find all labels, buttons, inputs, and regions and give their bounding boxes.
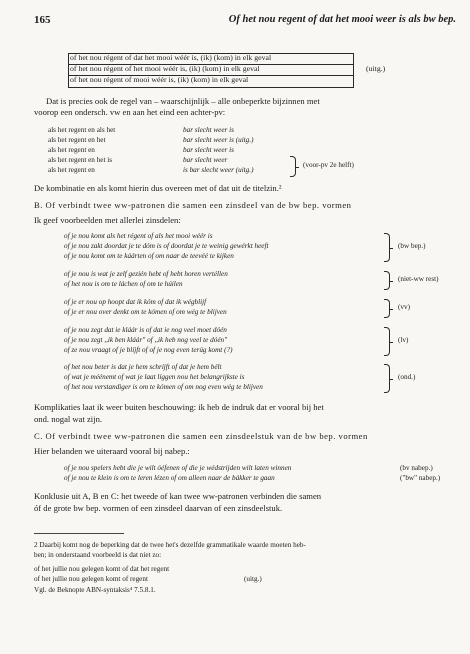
example-line: of het nou régent of het mooi wéér is, (ik) (kom) in elk geval: [70, 64, 260, 73]
brace: [384, 327, 390, 356]
footnote-line: 2 Daarbij komt nog de beperking dat de twee het's dezelfde grammatikale waarde moeten heb-: [34, 541, 306, 549]
example-line: of wat je méénemt of wat je laat líggen nou het belangrijkste is: [64, 373, 245, 381]
page-number: 165: [34, 14, 51, 26]
example-line: of je nou komt als het régent of als het mooi wéér is: [64, 232, 213, 240]
grid-left: als het regent en: [48, 166, 95, 174]
example-tag: (bv nabep.): [400, 464, 433, 472]
paragraph-line: Dat is precies ook de regel van – waarschijnlijk – alle onbeperkte bijzinnen met: [46, 96, 320, 106]
example-tag: ("bw" nabep.): [400, 474, 441, 482]
brace: [384, 271, 390, 290]
grid-right: is bar slecht weer (uitg.): [183, 166, 254, 174]
brace: [384, 364, 390, 393]
section-heading-b: B. Of verbindt twee ww-patronen die samen een zinsdeel van de bw bep. vormen: [34, 200, 352, 210]
paragraph-line: De kombinatie en als komt hierin dus overeen met of dat uit de titelzin.²: [34, 183, 282, 193]
paragraph-line: ond. nogal wat zijn.: [34, 414, 103, 424]
example-line: of het nou beter is dat je hem schríjft of dat je hem bélt: [64, 363, 222, 371]
example-line: of je nou zegt ,,ik ben kláár" of ,,ik heb nog veel te dóén": [64, 336, 228, 344]
example-line: of je nou te klein is om te leren lézen of om alleen naar de bákker te gaan: [64, 474, 275, 482]
grid-right: bar slecht weer: [183, 156, 228, 164]
example-tag: (uitg.): [366, 64, 386, 73]
grid-right: bar slecht weer is: [183, 126, 234, 134]
footnote-rule: [34, 533, 124, 534]
paragraph-line: Konklusie uit A, B en C: het tweede of kan twee ww-patronen verbinden die samen: [34, 491, 322, 501]
example-line: of je er nou op hoopt dat ik kóm of dat ik wégblijf: [64, 298, 207, 306]
grid-right: bar slecht weer is (uitg.): [183, 136, 254, 144]
grid-left: als het regent en het: [48, 136, 106, 144]
paragraph-line: óf de grote bw bep. vormen of een zinsdeel daarvan of een zinsdeelstuk.: [34, 503, 283, 513]
example-line: of je nou zakt doordat je te dóm is of doordat je te weinig gewérkt heeft: [64, 242, 269, 250]
footnote-example: of het jullie nou gelegen komt of regent: [34, 575, 148, 583]
example-line: of het nou régent of mooi wéér is, (ik) (kom) in elk geval: [70, 75, 249, 84]
group-label: (vv): [398, 303, 410, 311]
grid-note: (voor-pv 2e helft): [303, 161, 354, 169]
group-label: (ond.): [398, 373, 416, 381]
example-line: of je nou zegt dat ie kláár is of dat ie nog veel moet dóén: [64, 326, 227, 334]
example-line: of je nou is wat je zelf gezién hebt of hebt horen vertéllen: [64, 270, 228, 278]
brace: [384, 233, 390, 262]
example-line: of het nou verstandiger is om te kómen of om nog even wég te blijven: [64, 383, 263, 391]
section-heading-c: C. Of verbindt twee ww-patronen die samen een zinsdeelstuk van de bw bep. vormen: [34, 431, 368, 441]
running-title: Of het nou regent of dat het mooi weer is als bw bep.: [228, 14, 456, 25]
example-line: of je nou spelers hebt die je wilt óéfenen of die je wédstrijden wilt laten winnen: [64, 464, 292, 472]
footnote-line: ben; in onderstaand voorbeeld is dat niet zo:: [34, 551, 162, 559]
example-line: of je nou komt om te káárten of om naar de teevéé te kijken: [64, 252, 234, 260]
footnote-reference: Vgl. de Beknopte ABN-syntaksis⁴ 7.5.8.1.: [34, 586, 156, 594]
paragraph-line: voorop een ondersch. vw en aan het eind een achter-pv:: [34, 107, 226, 117]
grid-right: bar slecht weer is: [183, 146, 234, 154]
brace: [290, 156, 296, 177]
grid-left: als het regent en het is: [48, 156, 113, 164]
example-line: of je er nou over denkt om te kómen of om wég te blijven: [64, 308, 227, 316]
footnote-tag: (uitg.): [244, 575, 262, 583]
paragraph-line: Komplikaties laat ik weer buiten beschouwing: ik heb de indruk dat er vooral bij het: [34, 402, 324, 412]
group-label: (niet-ww rest): [398, 275, 439, 283]
group-label: (lv): [398, 336, 409, 344]
example-line: of het nou régent of dat het mooi wéér is, (ik) (kom) in elk geval: [70, 53, 272, 62]
paragraph-line: Ik geef voorbeelden met allerlei zinsdelen:: [34, 215, 181, 225]
grid-left: als het regent en: [48, 146, 95, 154]
example-line: of ze nou vraagt of je blíjft of of je nog even terúg komt (?): [64, 346, 233, 354]
group-label: (bw bep.): [398, 242, 426, 250]
footnote-example: of het jullie nou gelegen komt of dat het regent: [34, 565, 170, 573]
brace: [384, 299, 390, 318]
paragraph-line: Hier belanden we uiteraard vooral bij nabep.:: [34, 446, 190, 456]
example-line: of het nou is om te láchen of om te húilen: [64, 280, 183, 288]
grid-left: als het regent en als het: [48, 126, 116, 134]
